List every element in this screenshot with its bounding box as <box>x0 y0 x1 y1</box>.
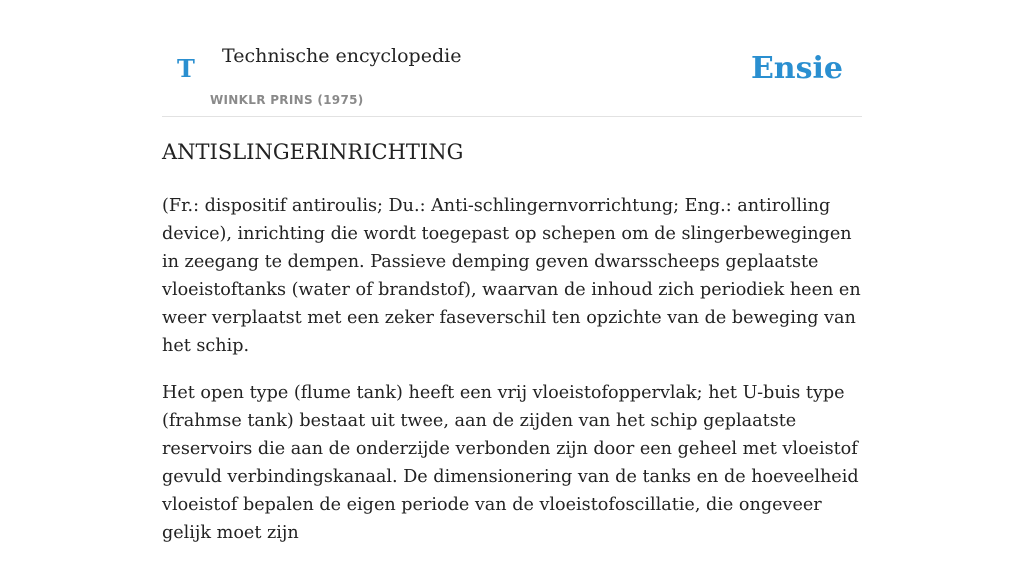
book-letter-link[interactable]: T <box>177 54 195 83</box>
site-header <box>162 0 862 117</box>
entry-paragraph-2: Het open type (flume tank) heeft een vrij vloeistofoppervlak; het U-buis type (frahmse tank) bestaat uit twee, aan de zijden van het schip geplaatste reservoirs die aan de onderzijde verbonden zijn door een geheel met vloeistof gevuld verbindingskanaal. De dimensionering van de tanks en de hoeveelheid vloeistof bepalen de eigen periode van de vloeistofoscillatie, die ongeveer gelijk moet zijn <box>162 383 859 543</box>
brand-logo-link[interactable]: Ensie <box>750 51 843 86</box>
entry-paragraph-1: (Fr.: dispositif antiroulis; Du.: Anti-schlingernvorrichtung; Eng.: antirolling device), inrichting die wordt toegepast op schepen om de slingerbewegingen in zeegang te dempen. Passieve demping geven dwarsscheeps geplaatste vloeistoftanks (water of brandstof), waarvan de inhoud zich periodiek heen en weer verplaatst met een zeker faseverschil ten opzichte van de beweging van het schip. <box>162 196 861 356</box>
entry-title: ANTISLINGERINRICHTING <box>162 140 464 164</box>
book-subtitle: WINKLR PRINS (1975) <box>210 93 364 107</box>
book-title[interactable]: Technische encyclopedie <box>222 45 462 67</box>
entry-content <box>162 192 862 566</box>
